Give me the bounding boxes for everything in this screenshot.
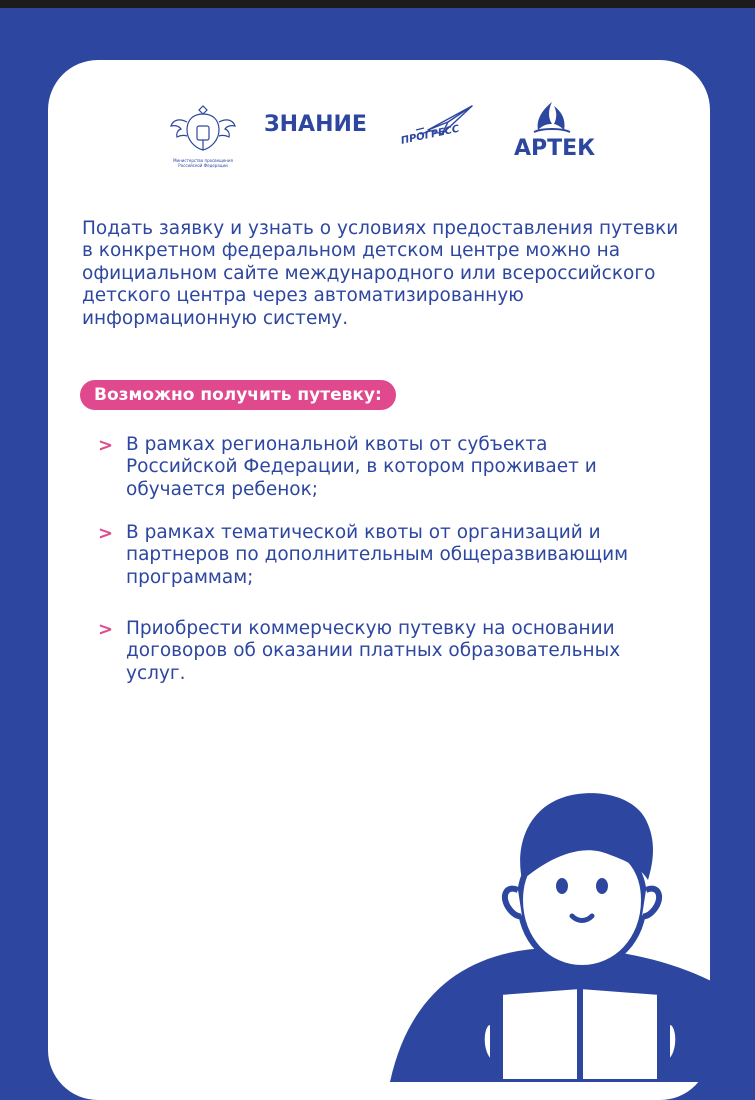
sail-flame-icon bbox=[510, 100, 594, 136]
artek-logo-text: АРТЕК bbox=[514, 136, 596, 161]
section-badge: Возможно получить путевку: bbox=[80, 380, 396, 410]
chevron-right-icon: > bbox=[98, 435, 114, 456]
chevron-right-icon: > bbox=[98, 619, 114, 640]
znanie-logo: ЗНАНИЕ bbox=[264, 112, 367, 137]
artek-logo bbox=[510, 100, 594, 172]
ministry-logo bbox=[168, 100, 238, 172]
boy-head bbox=[505, 793, 659, 968]
boy-reading-illustration bbox=[350, 770, 755, 1082]
list-item-text: В рамках тематической квоты от организаций и партнеров по дополнительным общеразвивающим программам; bbox=[126, 522, 629, 588]
partner-logos bbox=[48, 100, 710, 190]
progress-logo bbox=[398, 100, 478, 170]
progress-logo-text: ПРОГРЕСС bbox=[400, 123, 461, 147]
list-item-text: Приобрести коммерческую путевку на основании договоров об оказании платных образовательных услуг. bbox=[126, 618, 621, 684]
chevron-right-icon: > bbox=[98, 523, 114, 544]
coat-of-arms-icon bbox=[168, 100, 238, 156]
top-strip bbox=[0, 0, 755, 8]
list-item-text: В рамках региональной квоты от субъекта Российской Федерации, в котором проживает и обучается ребенок; bbox=[126, 434, 597, 500]
intro-text: Подать заявку и узнать о условиях предоставления путевки в конкретном федеральном детском центре можно на официальном сайте международного или всероссийского детского центра через автоматизированную информационную систему. bbox=[82, 218, 679, 329]
open-book bbox=[482, 986, 679, 1082]
ministry-logo-text: Министерство просвещения Российской Федерации bbox=[173, 158, 233, 168]
